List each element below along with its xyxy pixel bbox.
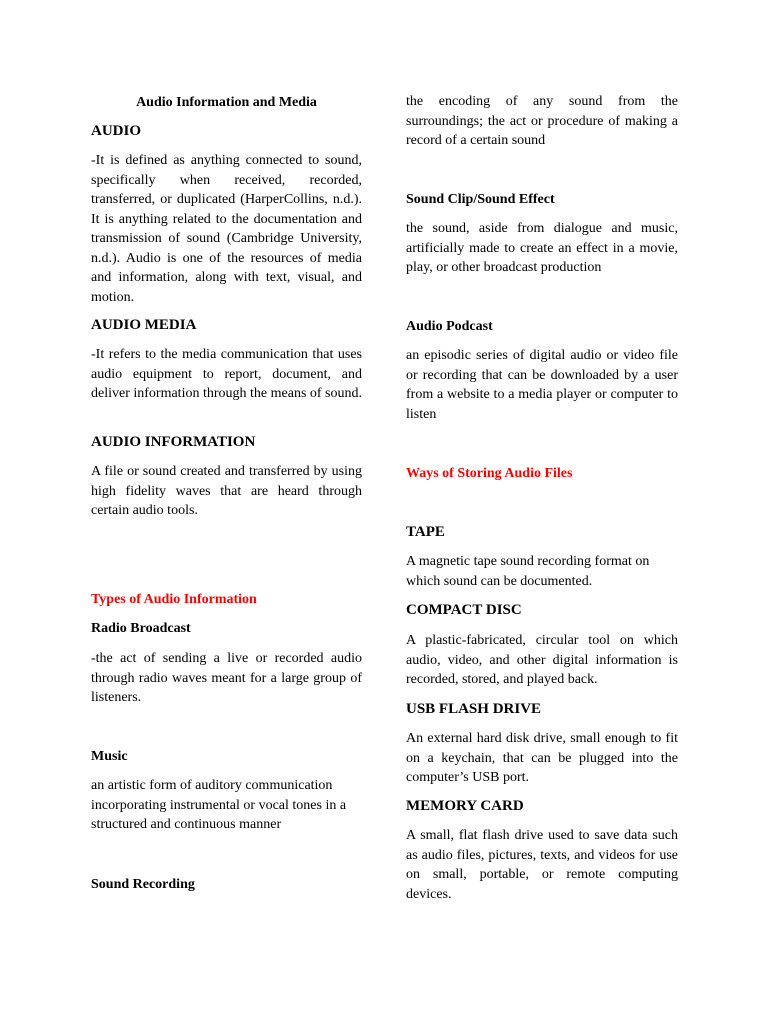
- text-audio: -It is defined as anything connected to sound, specifically when received, recorded, transferred, or duplicated (HarperCollins, n.d.). It is anything related to the documentation and transmission of sound (Cambridge University, n.d.). Audio is one of the resources of media and information, along with text, visual, and motion.: [91, 153, 362, 305]
- heading-audio-information: AUDIO INFORMATION: [91, 434, 256, 450]
- text-sound-recording: the encoding of any sound from the surroundings; the act or procedure of making a record of a certain sound: [406, 94, 678, 148]
- heading-compact-disc: COMPACT DISC: [406, 602, 522, 618]
- text-audio-information: A file or sound created and transferred by using high fidelity waves that are heard through certain audio tools.: [91, 464, 362, 518]
- section-heading-types: Types of Audio Information: [91, 592, 257, 607]
- text-sound-clip: the sound, aside from dialogue and music, artificially made to create an effect in a movie, play, or other broadcast production: [406, 221, 678, 275]
- text-radio-broadcast: -the act of sending a live or recorded audio through radio waves meant for a large group of listeners.: [91, 651, 362, 705]
- text-usb-flash-drive: An external hard disk drive, small enough to fit on a keychain, that can be plugged into the computer’s USB port.: [406, 731, 678, 785]
- heading-music: Music: [91, 749, 128, 764]
- heading-radio-broadcast: Radio Broadcast: [91, 621, 191, 636]
- heading-audio: AUDIO: [91, 123, 142, 139]
- text-music: an artistic form of auditory communication incorporating instrumental or vocal tones in a structured and continuous manner: [91, 778, 347, 832]
- heading-usb-flash-drive: USB FLASH DRIVE: [406, 701, 542, 717]
- text-tape: A magnetic tape sound recording format on which sound can be documented.: [406, 554, 650, 589]
- heading-sound-clip: Sound Clip/Sound Effect: [406, 192, 555, 207]
- text-audio-media: -It refers to the media communication that uses audio equipment to report, document, and deliver information through the means of sound.: [91, 347, 362, 401]
- heading-tape: TAPE: [406, 524, 445, 540]
- heading-audio-podcast: Audio Podcast: [406, 319, 493, 334]
- section-heading-ways: Ways of Storing Audio Files: [406, 466, 573, 481]
- heading-memory-card: MEMORY CARD: [406, 798, 524, 814]
- heading-audio-media: AUDIO MEDIA: [91, 317, 197, 333]
- text-compact-disc: A plastic-fabricated, circular tool on which audio, video, and other digital information is recorded, stored, and played back.: [406, 633, 678, 687]
- page-title: Audio Information and Media: [136, 95, 317, 110]
- text-memory-card: A small, flat flash drive used to save data such as audio files, pictures, texts, and videos for use on small, portable, or remote computing devices.: [406, 828, 678, 902]
- heading-sound-recording: Sound Recording: [91, 877, 195, 892]
- text-audio-podcast: an episodic series of digital audio or video file or recording that can be downloaded by a user from a website to a media player or computer to listen: [406, 348, 678, 422]
